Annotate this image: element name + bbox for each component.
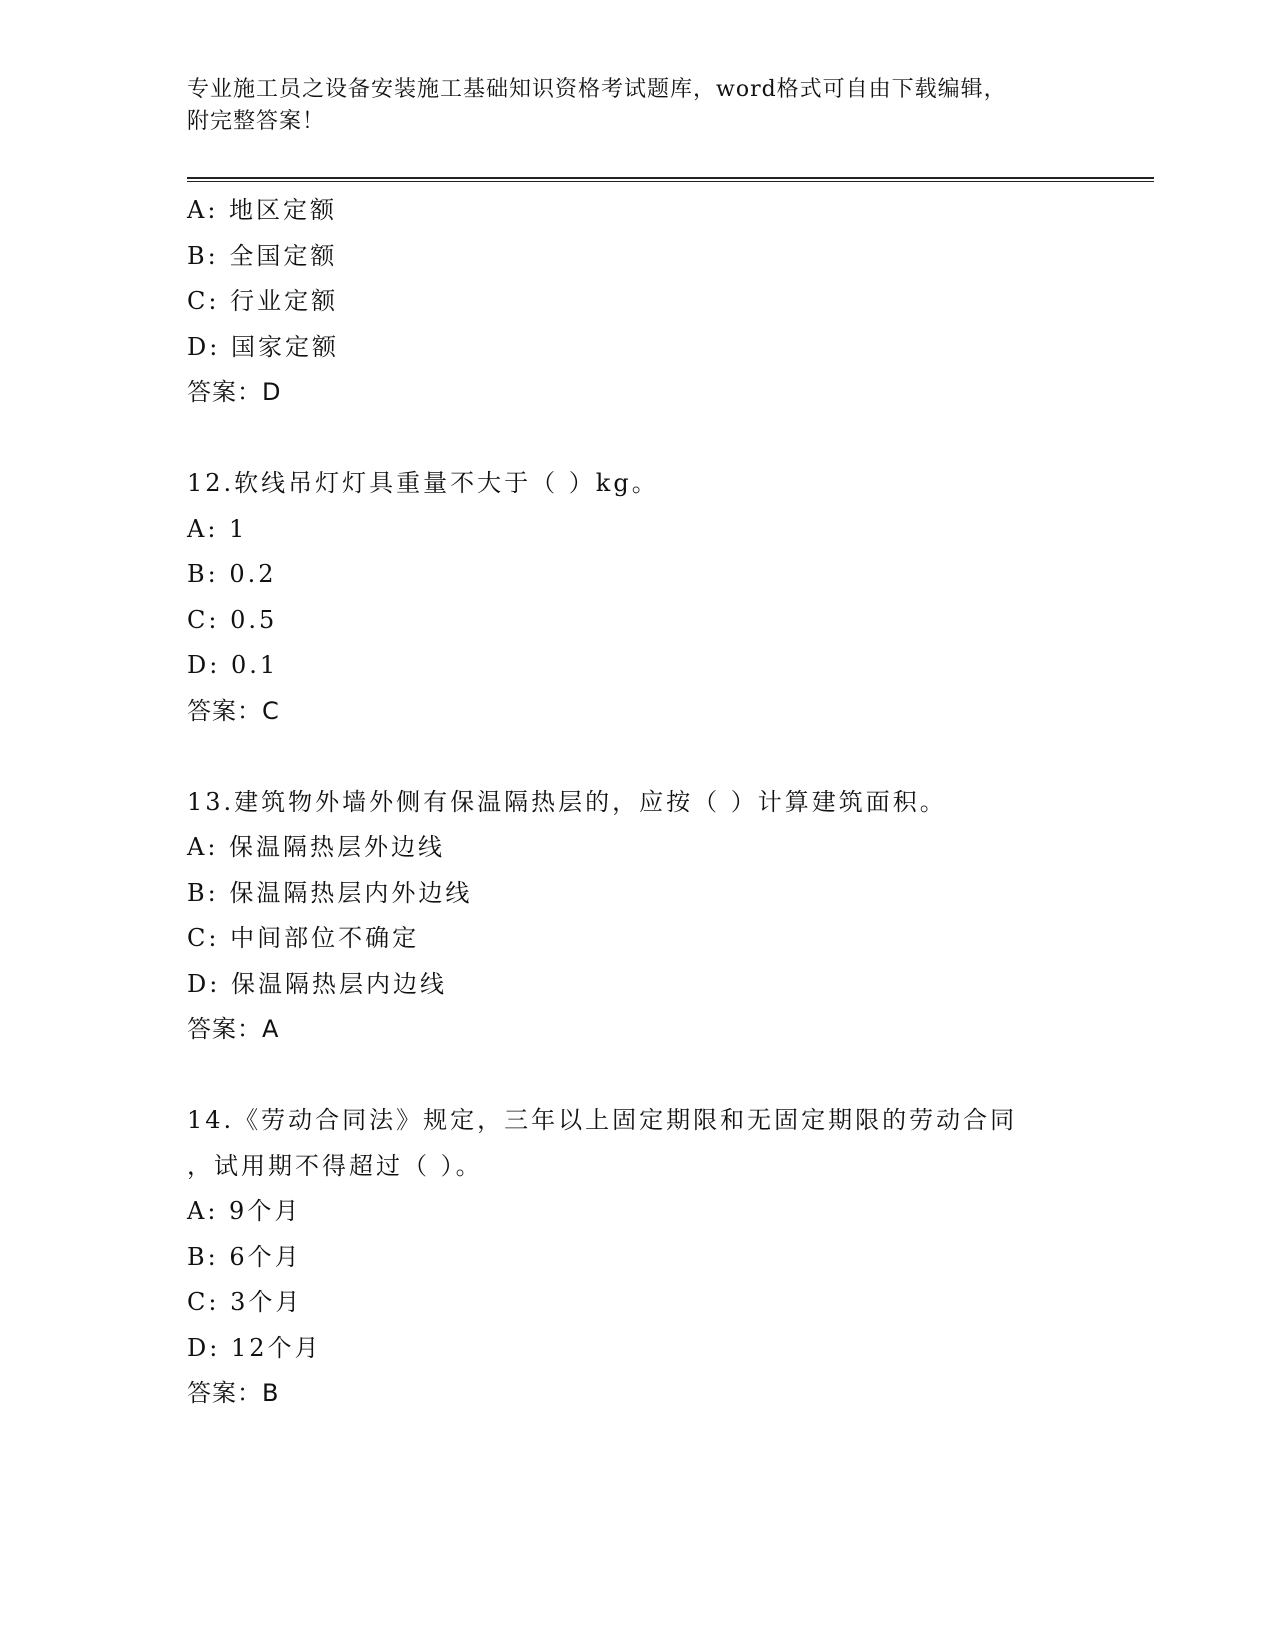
question-stem: 13.建筑物外墙外侧有保温隔热层的，应按（ ）计算建筑面积。	[187, 787, 947, 816]
option-c: C: 3个月	[187, 1288, 303, 1316]
answer: 答案：B	[187, 1379, 280, 1407]
spacer	[187, 416, 1087, 462]
option-a: A: 9个月	[187, 1197, 302, 1225]
option-b: B: 0.2	[187, 560, 277, 588]
document-header	[187, 74, 1087, 138]
option-c: C: 行业定额	[187, 287, 339, 315]
option-b: B: 保温隔热层内外边线	[187, 878, 473, 907]
answer: 答案：C	[187, 696, 280, 725]
option-a: A: 保温隔热层外边线	[187, 833, 446, 861]
option-b: B: 6个月	[187, 1242, 302, 1271]
option-a: A: 1	[187, 514, 248, 543]
option-c: C: 0.5	[187, 605, 278, 634]
header-line-2: 附完整答案！	[187, 109, 326, 134]
question-11	[187, 188, 1087, 416]
spacer	[187, 734, 1087, 780]
question-stem: 12.软线吊灯灯具重量不大于（ ）kg。	[187, 469, 659, 497]
option-d: D: 12个月	[187, 1333, 322, 1362]
question-stem-continued: ，试用期不得超过（ ）。	[187, 1151, 483, 1180]
option-d: D: 国家定额	[187, 332, 339, 361]
option-d: D: 保温隔热层内边线	[187, 969, 447, 998]
option-b: B: 全国定额	[187, 241, 338, 270]
option-c: C: 中间部位不确定	[187, 924, 420, 952]
header-divider	[187, 177, 1154, 182]
header-line-1: 专业施工员之设备安装施工基础知识资格考试题库，word格式可自由下载编辑，	[187, 77, 1007, 102]
option-d: D: 0.1	[187, 651, 279, 679]
question-stem: 14.《劳动合同法》规定，三年以上固定期限和无固定期限的劳动合同	[187, 1106, 1018, 1134]
question-14	[187, 1098, 1087, 1417]
answer: 答案：D	[187, 378, 282, 406]
question-list	[187, 188, 1087, 1417]
question-12	[187, 461, 1087, 734]
answer: 答案：A	[187, 1015, 280, 1043]
option-a: A: 地区定额	[187, 196, 338, 224]
spacer	[187, 1053, 1087, 1099]
question-13	[187, 780, 1087, 1053]
